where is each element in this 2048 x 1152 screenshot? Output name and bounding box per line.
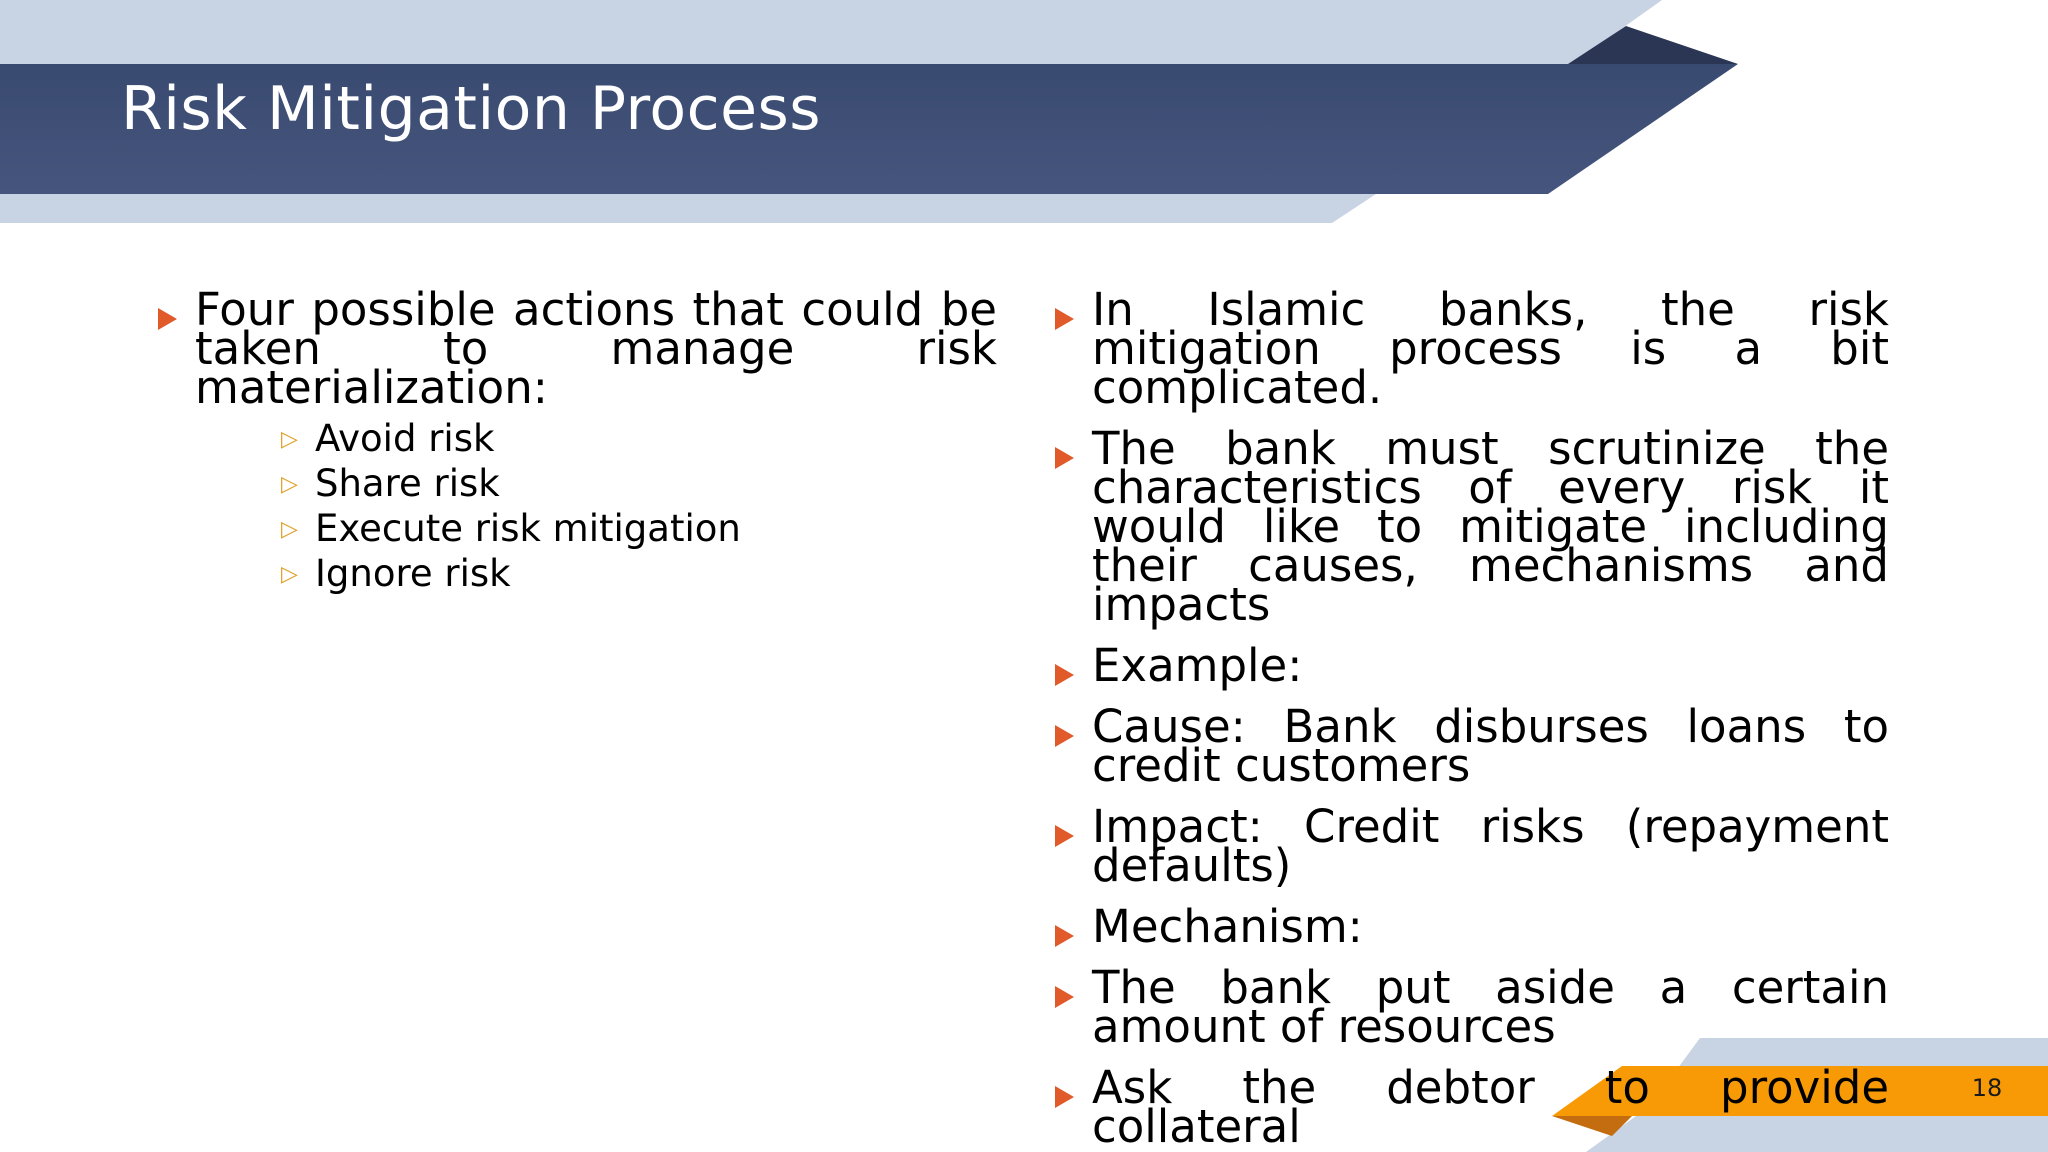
bullet-item [1049, 639, 1889, 692]
hollow-right-triangle-icon: ▷ [281, 562, 298, 587]
right-triangle-icon [1055, 986, 1074, 1008]
right-triangle-icon [1055, 725, 1074, 747]
bullet-item [1049, 900, 1889, 953]
sub-bullet-item [277, 461, 997, 506]
bullet-item [1049, 1061, 1889, 1152]
sub-bullet-text: Execute risk mitigation [315, 507, 741, 550]
sub-bullet-item [277, 416, 997, 461]
bullet-item [1049, 800, 1889, 892]
bullet-text: Four possible actions that could be taken to manage risk materialization: [195, 283, 997, 414]
hollow-right-triangle-icon: ▷ [281, 427, 298, 452]
bullet-item [1049, 422, 1889, 631]
right-triangle-icon [158, 308, 177, 330]
slide-title: Risk Mitigation Process [121, 74, 822, 144]
bullet-text: Cause: Bank disburses loans to credit customers [1092, 700, 1889, 792]
right-triangle-icon [1055, 308, 1074, 330]
bullet-text: The bank must scrutinize the characteristics of every risk it would like to mitigate including their causes, mechanisms and impacts [1092, 422, 1889, 631]
page-number: 18 [1971, 1074, 2003, 1102]
bullet-item [1049, 283, 1889, 414]
bullet-text: Ask the debtor to provide collateral [1092, 1061, 1889, 1152]
bullet-item [1049, 700, 1889, 792]
left-column [152, 283, 997, 596]
hollow-right-triangle-icon: ▷ [281, 517, 298, 542]
sub-bullet-item [277, 506, 997, 551]
sub-bullet-item [277, 551, 997, 596]
right-triangle-icon [1055, 1086, 1074, 1108]
bullet-text: In Islamic banks, the risk mitigation process is a bit complicated. [1092, 283, 1889, 414]
right-triangle-icon [1055, 825, 1074, 847]
bullet-text: Mechanism: [1092, 900, 1363, 953]
hollow-right-triangle-icon: ▷ [281, 472, 298, 497]
sub-bullet-text: Share risk [315, 462, 500, 505]
right-triangle-icon [1055, 664, 1074, 686]
header-light-band-bottom [0, 194, 1376, 223]
bullet-text: The bank put aside a certain amount of resources [1092, 961, 1889, 1053]
sub-bullet-list [277, 416, 997, 596]
sub-bullet-text: Ignore risk [315, 552, 511, 595]
bullet-text: Example: [1092, 639, 1303, 692]
header-light-band-top [0, 0, 1662, 64]
bullet-text: Impact: Credit risks (repayment defaults) [1092, 800, 1889, 892]
sub-bullet-text: Avoid risk [315, 417, 495, 460]
right-triangle-icon [1055, 925, 1074, 947]
bullet-item [1049, 961, 1889, 1053]
right-triangle-icon [1055, 447, 1074, 469]
right-column [1049, 283, 1889, 1152]
bullet-item [152, 283, 997, 596]
